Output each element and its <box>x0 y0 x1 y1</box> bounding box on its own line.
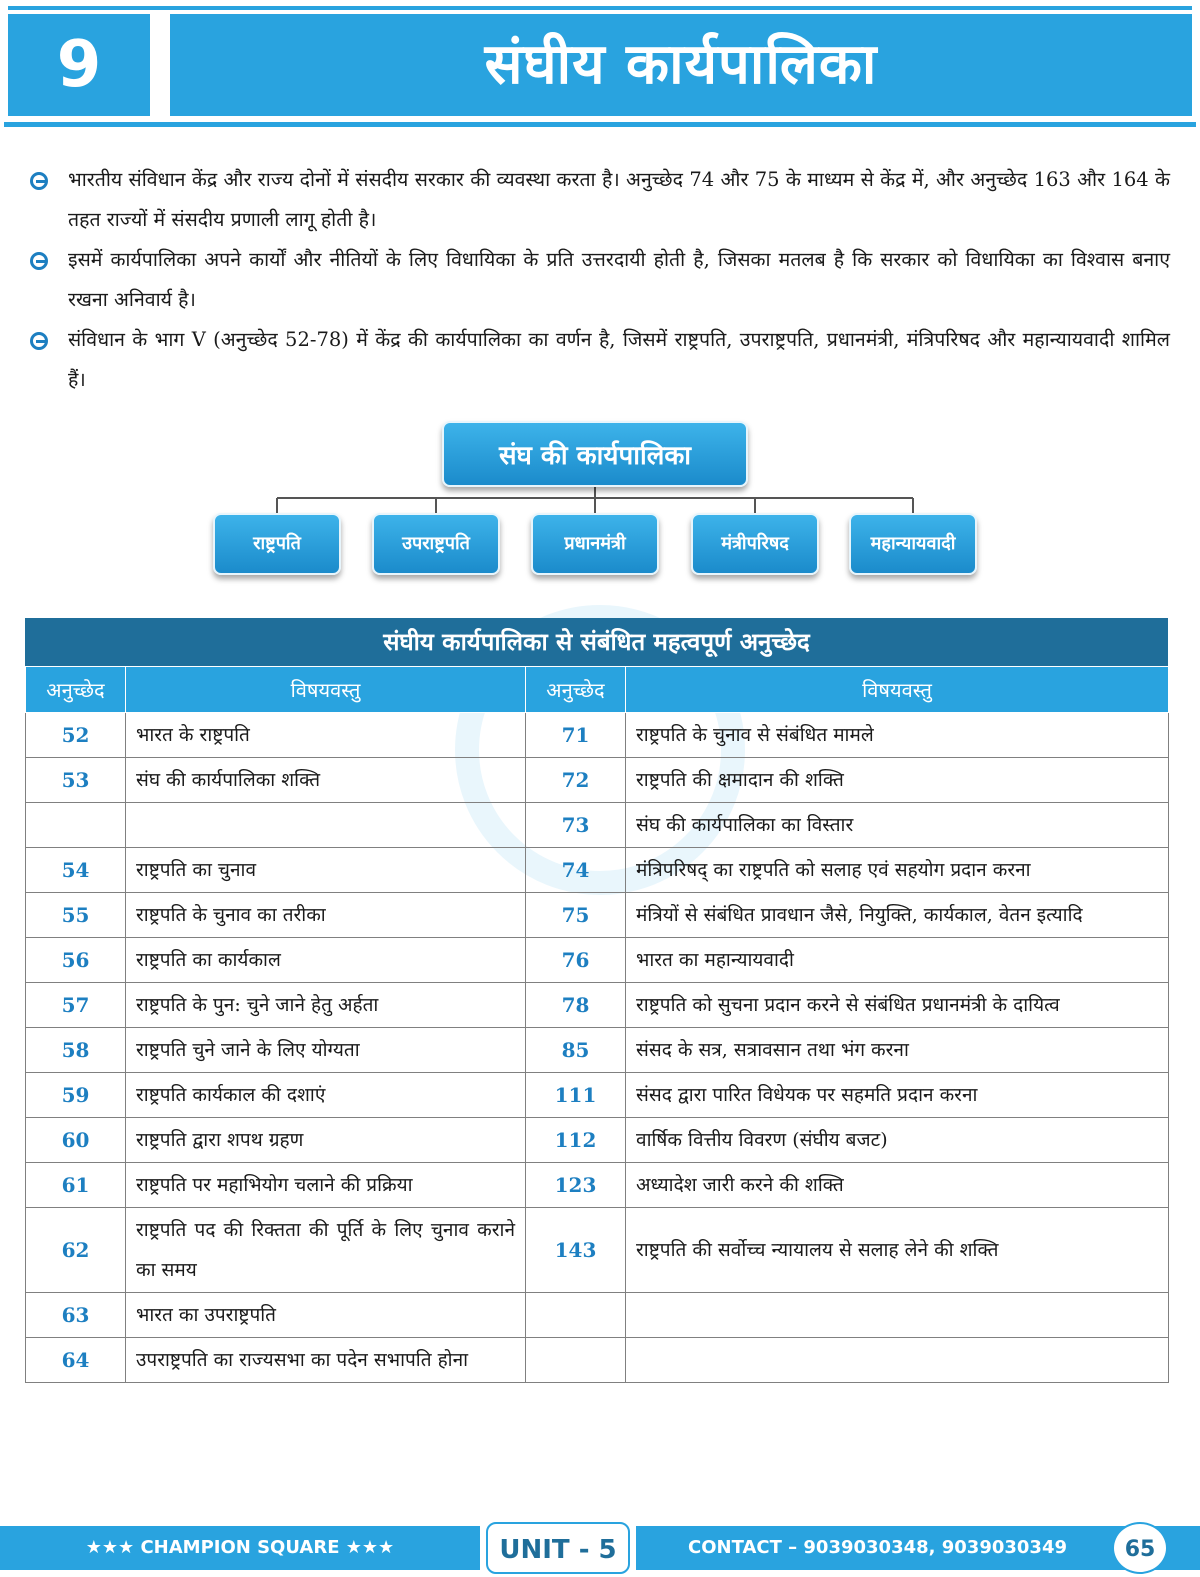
article-number <box>526 1293 626 1338</box>
article-subject: भारत का उपराष्ट्रपति <box>126 1293 526 1338</box>
article-subject: मंत्रिपरिषद् का राष्ट्रपति को सलाह एवं सहयोग प्रदान करना <box>626 848 1169 893</box>
table-row <box>26 848 1169 893</box>
article-subject <box>126 803 526 848</box>
table-row <box>26 1073 1169 1118</box>
table-row <box>26 1208 1169 1293</box>
header-article-left: अनुच्छेद <box>26 667 126 713</box>
article-number: 74 <box>526 848 626 893</box>
article-subject: राष्ट्रपति के चुनाव से संबंधित मामले <box>626 713 1169 758</box>
article-subject: राष्ट्रपति के चुनाव का तरीका <box>126 893 526 938</box>
article-number: 57 <box>26 983 126 1028</box>
article-number: 59 <box>26 1073 126 1118</box>
articles-grid <box>25 666 1169 1383</box>
page-header <box>0 0 1200 132</box>
article-number: 63 <box>26 1293 126 1338</box>
article-subject: संघ की कार्यपालिका का विस्तार <box>626 803 1169 848</box>
table-title: संघीय कार्यपालिका से संबंधित महत्वपूर्ण अनुच्छेद <box>25 618 1168 666</box>
article-subject: संघ की कार्यपालिका शक्ति <box>126 758 526 803</box>
articles-table <box>25 618 1168 1383</box>
bullet-item <box>30 240 1170 320</box>
executive-org-chart <box>0 415 1200 590</box>
table-row <box>26 1028 1169 1073</box>
bullet-item <box>30 320 1170 400</box>
header-subject-left: विषयवस्तु <box>126 667 526 713</box>
article-subject: राष्ट्रपति की सर्वोच्च न्यायालय से सलाह लेने की शक्ति <box>626 1208 1169 1293</box>
article-number: 60 <box>26 1118 126 1163</box>
article-subject: राष्ट्रपति द्वारा शपथ ग्रहण <box>126 1118 526 1163</box>
article-number: 56 <box>26 938 126 983</box>
article-number: 111 <box>526 1073 626 1118</box>
table-row <box>26 803 1169 848</box>
article-number <box>26 803 126 848</box>
table-row <box>26 713 1169 758</box>
table-row <box>26 758 1169 803</box>
article-subject: मंत्रियों से संबंधित प्रावधान जैसे, नियुक्ति, कार्यकाल, वेतन इत्यादि <box>626 893 1169 938</box>
table-row <box>26 1163 1169 1208</box>
chart-node-vice-president: उपराष्ट्रपति <box>372 513 500 575</box>
table-row <box>26 1118 1169 1163</box>
article-subject: राष्ट्रपति का कार्यकाल <box>126 938 526 983</box>
article-number: 62 <box>26 1208 126 1293</box>
article-number: 72 <box>526 758 626 803</box>
article-subject: संसद के सत्र, सत्रावसान तथा भंग करना <box>626 1028 1169 1073</box>
header-article-right: अनुच्छेद <box>526 667 626 713</box>
footer-contact: CONTACT – 9039030348, 9039030349 <box>636 1526 1200 1570</box>
article-number: 85 <box>526 1028 626 1073</box>
footer-unit-badge: UNIT - 5 <box>486 1522 630 1574</box>
footer-brand: ★★★ CHAMPION SQUARE ★★★ <box>0 1526 480 1570</box>
page-footer <box>0 1522 1200 1577</box>
article-number: 64 <box>26 1338 126 1383</box>
article-subject: राष्ट्रपति का चुनाव <box>126 848 526 893</box>
arrow-circle-icon <box>30 252 48 270</box>
table-row <box>26 893 1169 938</box>
article-subject: राष्ट्रपति चुने जाने के लिए योग्यता <box>126 1028 526 1073</box>
article-subject: अध्यादेश जारी करने की शक्ति <box>626 1163 1169 1208</box>
page-title: संघीय कार्यपालिका <box>170 14 1192 116</box>
intro-bullet-list <box>30 160 1170 400</box>
article-subject: राष्ट्रपति को सुचना प्रदान करने से संबंधित प्रधानमंत्री के दायित्व <box>626 983 1169 1028</box>
article-subject: वार्षिक वित्तीय विवरण (संघीय बजट) <box>626 1118 1169 1163</box>
article-number: 55 <box>26 893 126 938</box>
article-subject: भारत का महान्यायवादी <box>626 938 1169 983</box>
article-subject: राष्ट्रपति पद की रिक्तता की पूर्ति के लिए चुनाव कराने का समय <box>126 1208 526 1293</box>
article-number: 75 <box>526 893 626 938</box>
bullet-item <box>30 160 1170 240</box>
article-number: 76 <box>526 938 626 983</box>
article-number: 143 <box>526 1208 626 1293</box>
table-row <box>26 1293 1169 1338</box>
article-subject: उपराष्ट्रपति का राज्यसभा का पदेन सभापति होना <box>126 1338 526 1383</box>
article-number: 123 <box>526 1163 626 1208</box>
article-subject: भारत के राष्ट्रपति <box>126 713 526 758</box>
arrow-circle-icon <box>30 172 48 190</box>
table-row <box>26 938 1169 983</box>
article-number <box>526 1338 626 1383</box>
chart-node-prime-minister: प्रधानमंत्री <box>531 513 659 575</box>
article-subject: राष्ट्रपति कार्यकाल की दशाएं <box>126 1073 526 1118</box>
chapter-number: 9 <box>8 14 150 116</box>
article-subject <box>626 1338 1169 1383</box>
page-number: 65 <box>1112 1522 1168 1574</box>
article-number: 61 <box>26 1163 126 1208</box>
header-top-rule <box>8 6 1192 10</box>
chart-node-president: राष्ट्रपति <box>213 513 341 575</box>
article-number: 58 <box>26 1028 126 1073</box>
header-bottom-rule <box>4 122 1196 127</box>
article-number: 52 <box>26 713 126 758</box>
chart-node-attorney-general: महान्यायवादी <box>849 513 977 575</box>
chart-node-council-of-ministers: मंत्रीपरिषद <box>691 513 819 575</box>
article-subject: राष्ट्रपति के पुन: चुने जाने हेतु अर्हता <box>126 983 526 1028</box>
article-number: 78 <box>526 983 626 1028</box>
bullet-text: भारतीय संविधान केंद्र और राज्य दोनों में संसदीय सरकार की व्यवस्था करता है। अनुच्छेद 74 और 75 के माध्यम से केंद्र में, और अनुच्छेद 163 और 164 के तहत राज्यों में संसदीय प्रणाली लागू होती है। <box>68 168 1170 231</box>
article-number: 53 <box>26 758 126 803</box>
article-number: 112 <box>526 1118 626 1163</box>
header-subject-right: विषयवस्तु <box>626 667 1169 713</box>
bullet-text: इसमें कार्यपालिका अपने कार्यों और नीतियों के लिए विधायिका के प्रति उत्तरदायी होती है, जिसका मतलब है कि सरकार को विधायिका का विश्वास बनाए रखना अनिवार्य है। <box>68 248 1170 311</box>
article-number: 71 <box>526 713 626 758</box>
article-number: 73 <box>526 803 626 848</box>
bullet-text: संविधान के भाग V (अनुच्छेद 52-78) में केंद्र की कार्यपालिका का वर्णन है, जिसमें राष्ट्रपति, उपराष्ट्रपति, प्रधानमंत्री, मंत्रिपरिषद और महान्यायवादी शामिल हैं। <box>68 328 1170 391</box>
article-number: 54 <box>26 848 126 893</box>
article-subject <box>626 1293 1169 1338</box>
table-row <box>26 1338 1169 1383</box>
table-header-row <box>26 667 1169 713</box>
arrow-circle-icon <box>30 332 48 350</box>
article-subject: राष्ट्रपति की क्षमादान की शक्ति <box>626 758 1169 803</box>
table-row <box>26 983 1169 1028</box>
chart-root-node: संघ की कार्यपालिका <box>442 421 748 487</box>
article-subject: राष्ट्रपति पर महाभियोग चलाने की प्रक्रिया <box>126 1163 526 1208</box>
article-subject: संसद द्वारा पारित विधेयक पर सहमति प्रदान करना <box>626 1073 1169 1118</box>
